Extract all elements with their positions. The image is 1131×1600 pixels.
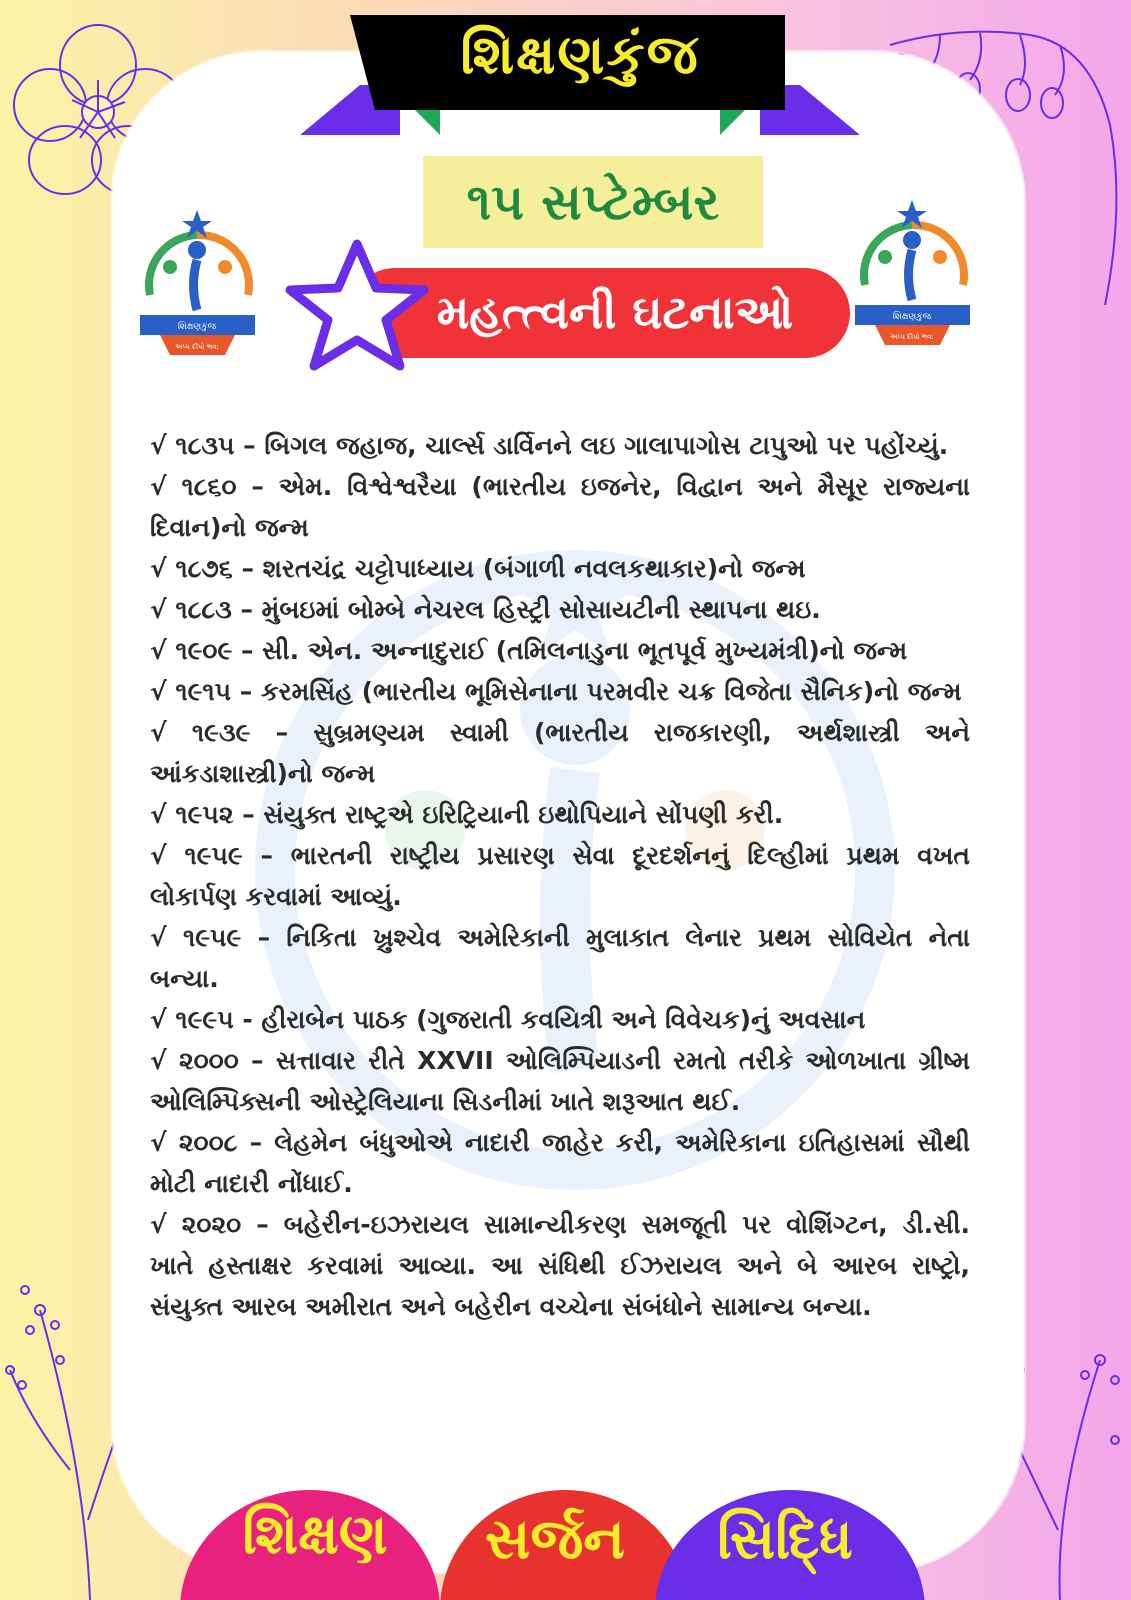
list-item: √ ૧૯૫૯ – ભારતની રાષ્ટ્રીય પ્રસારણ સેવા દૂરદર્શનનું દિલ્હીમાં પ્રથમ વખત લોકાર્પણ કરવામાં આવ્યું. — [150, 841, 970, 911]
list-item: √ ૧૯૫૨ – સંયુક્ત રાષ્ટ્રએ ઇરિટ્રિયાની ઇથોપિયાને સોંપણી કરી. — [150, 800, 784, 829]
list-item: √ ૧૯૦૯ – સી. એન. અન્નાદુરાઈ (તમિલનાડુના ભૂતપૂર્વ મુખ્યમંત્રી)નો જન્મ — [150, 636, 908, 665]
logo-name: શિક્ષણકુંજ — [892, 312, 932, 322]
logo-icon — [130, 205, 265, 365]
footer-word-achievement: સિદ્ધિ — [717, 1507, 853, 1572]
events-list — [150, 425, 970, 1327]
list-item: √ ૧૮૭૬ – શરતચંદ્ર ચટ્ટોપાધ્યાય (બંગાળી નવલકથાકાર)નો જન્મ — [150, 554, 806, 583]
logo-motto: અપ્પ દીપો ભવ: — [175, 343, 219, 351]
list-item: √ ૧૯૩૯ – સુબ્રમણ્યમ સ્વામી (ભારતીય રાજકારણી, અર્થશાસ્ત્રી અને આંકડાશાસ્ત્રી)નો જન્મ — [150, 718, 970, 788]
logo-motto: અપ્પ દીપો ભવ: — [890, 333, 934, 341]
footer-word-creation: સર્જન — [484, 1507, 626, 1572]
list-item: √ ૨૦૦૦ – સત્તાવાર રીતે XXVII ઓલિમ્પિયાડની રમતો તરીકે ઓળખાતા ગ્રીષ્મ ઓલિમ્પિક્સની ઓસ્ટ્રેલિયાના સિડનીમાં ખાતે શરૂઆત થઈ. — [150, 1046, 970, 1116]
list-item: √ ૧૮૮૩ – મુંબઇમાં બોમ્બે નેચરલ હિસ્ટ્રી સોસાયટીની સ્થાપના થઇ. — [150, 595, 821, 624]
logo-icon — [845, 195, 980, 355]
list-item: √ ૨૦૦૮ – લેહમેન બંધુઓએ નાદારી જાહેર કરી, અમેરિકાના ઇતિહાસમાં સૌથી મોટી નાદારી નોંધાઈ. — [150, 1128, 970, 1198]
list-item: √ ૧૮૬૦ – એમ. વિશ્વેશ્વરૈયા (ભારતીય ઇજનેર, વિદ્વાન અને મૈસૂર રાજ્યના દિવાન)નો જન્મ — [150, 472, 970, 542]
list-item: √ ૨૦૨૦ – બહેરીન-ઇઝરાયલ સામાન્યીકરણ સમજૂતી પર વોશિંગ્ટન, ડી.સી. ખાતે હસ્તાક્ષર કરવામાં આવ્યા. આ સંધિથી ઈઝરાયલ અને બે આરબ રાષ્ટ્રો, સંયુક્ત આરબ અમીરાત અને બહેરીન વચ્ચેના સંબંધોને સામાન્ય બન્યા. — [150, 1210, 970, 1321]
date-heading: ૧૫ સપ્ટેમ્બર — [423, 156, 763, 248]
list-item: √ ૧૮૩૫ – બિગલ જહાજ, ચાર્લ્સ ડાર્વિનને લઇ ગાલાપાગોસ ટાપુઓ પર પહોંચ્યું. — [150, 431, 949, 460]
list-item: √ ૧૯૧૫ – કરમસિંહ (ભારતીય ભૂમિસેનાના પરમવીર ચક્ર વિજેતા સૈનિક)નો જન્મ — [150, 677, 962, 706]
logo-name: શિક્ષણકુંજ — [177, 322, 217, 332]
footer-word-education: શિક્ષણ — [242, 1502, 388, 1567]
section-title: મહત્ત્વની ઘટનાઓ — [350, 268, 850, 358]
star-icon — [282, 238, 432, 373]
banner-title: શિક્ષણકુંજ — [460, 23, 700, 86]
list-item: √ ૧૯૯૫ - હીરાબેન પાઠક (ગુજરાતી કવયિત્રી અને વિવેચક)નું અવસાન — [150, 1005, 866, 1034]
list-item: √ ૧૯૫૯ – નિકિતા ખ્રુશ્ચેવ અમેરિકાની મુલાકાત લેનાર પ્રથમ સોવિયેત નેતા બન્યા. — [150, 923, 970, 993]
